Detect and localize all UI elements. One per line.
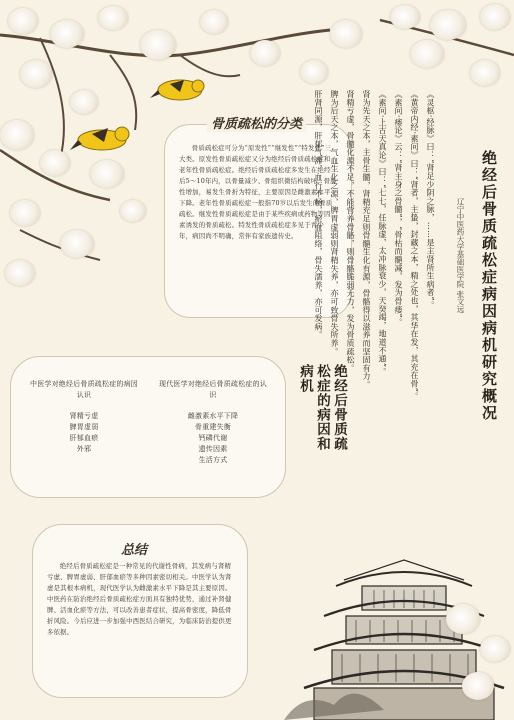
author-line: 辽宁中医药大学基础医学院 张文远 — [456, 198, 465, 313]
page-title: 绝经后骨质疏松症病因病机研究概况 — [480, 150, 498, 422]
oriole-bird-icon — [70, 118, 134, 160]
magnolia-flower — [50, 20, 84, 48]
intro-column: 《素问·上古天真论》曰：“七七，任脉虚，太冲脉衰少，天癸竭，地道不通”。 — [378, 90, 387, 376]
summary-card — [32, 524, 248, 698]
cause-item: 脾胃虚弱 — [69, 423, 99, 431]
classification-body: 骨质疏松症可分为“原发性”“继发性”“特发性”三大类。原发性骨质疏松症又分为绝经后骨质疏松症和老年性骨质疏松症。绝经后骨质疏松症多发生在绝经后5～10年内，以骨量减少、骨组织微结构破坏、骨脆性增加，易发生骨折为特征，主要原因是雌激素水平下降。老年性骨质疏松症一般指70岁以后发生的骨质疏松。继发性骨质疏松症是由于某些疾病或药物等因素诱发的骨质疏松。特发性骨质疏松症多见于青少年，病因尚不明确，常伴有家族遗传史。 — [179, 144, 337, 240]
intro-column: 肾精亏虚，骨髓化源不足，不能营养骨骼，则骨骼脆弱无力，发为骨质疏松。 — [346, 90, 355, 373]
intro-column: 肾为先天之本，主骨生髓，肾精充足则骨髓生化有源，骨骼得以滋养而坚固有力。 — [362, 90, 371, 389]
magnolia-flower — [250, 40, 280, 66]
magnolia-flower — [10, 200, 40, 226]
magnolia-flower — [390, 5, 420, 29]
magnolia-flower — [446, 604, 480, 634]
magnolia-flower — [5, 260, 35, 286]
intro-column: 肝肾同源，肝郁气滞，血行不畅，瘀血阻络，骨失濡养，亦可发病。 — [314, 90, 323, 339]
cause-item: 生活方式 — [198, 456, 228, 464]
intro-column: 脾为后天之本，气血生化之源，脾胃虚弱则肾精失养，亦可致骨失所养。 — [330, 90, 339, 356]
magnolia-flower — [200, 10, 228, 34]
cause-item: 雌激素水平下降 — [187, 412, 239, 420]
cause-item: 钙磷代谢 — [198, 434, 228, 442]
cause-item: 肾精亏虚 — [69, 412, 99, 420]
magnolia-flower — [410, 40, 444, 68]
magnolia-flower — [70, 90, 98, 114]
magnolia-flower — [98, 6, 128, 30]
section-title-causes: 绝经后骨质疏松症的病因和病机 — [297, 364, 347, 451]
cause-item: 骨重建失衡 — [195, 423, 231, 431]
oriole-bird-icon — [150, 70, 210, 110]
causes-left — [29, 379, 139, 455]
magnolia-flower — [40, 150, 70, 176]
summary-title: 总结 — [121, 543, 148, 558]
magnolia-flower — [462, 672, 494, 700]
magnolia-flower — [8, 8, 38, 34]
intro-column: 《素问·痿论》云：“肾主身之骨髓”，“骨枯而髓减，发为骨痿”。 — [394, 90, 403, 327]
magnolia-flower — [140, 30, 176, 60]
magnolia-flower — [480, 4, 510, 30]
cause-item: 肝郁血瘀 — [69, 434, 99, 442]
classification-title: 骨质疏松的分类 — [207, 113, 306, 132]
cause-item: 外邪 — [76, 445, 92, 453]
magnolia-flower — [20, 60, 52, 88]
magnolia-flower — [330, 20, 362, 48]
cause-item: 遗传因素 — [198, 445, 228, 453]
magnolia-flower — [480, 636, 510, 662]
causes-card — [10, 356, 286, 498]
magnolia-flower — [470, 60, 500, 86]
causes-right-header: 现代医学对绝经后骨质疏松症的认识 — [159, 380, 267, 399]
magnolia-flower — [300, 60, 328, 84]
summary-body: 绝经后骨质疏松症是一种常见的代谢性骨病，其发病与肾精亏虚、脾胃虚弱、肝郁血瘀等多种因素密切相关。中医学认为肾虚是其根本病机，现代医学认为雌激素水平下降是其主要原因。中医药在防治绝经后骨质疏松症方面具有独特优势，通过补肾健脾、活血化瘀等方法，可以改善患者症状，提高骨密度，降低骨折风险。今后应进一步加强中西医结合研究，为临床防治提供更多依据。 — [47, 562, 232, 636]
magnolia-flower — [90, 160, 124, 188]
magnolia-flower — [430, 10, 466, 40]
intro-column: 《黄帝内经·素问》曰：“肾者，主蛰，封藏之本，精之处也，其华在发，其充在骨”。 — [410, 90, 419, 401]
causes-right — [157, 379, 269, 466]
intro-column: 《灵枢·经脉》曰：“肾足少阴之脉，……是主肾所生病者”。 — [426, 90, 435, 310]
causes-left-header: 中医学对绝经后骨质疏松症的病因认识 — [30, 380, 138, 399]
magnolia-flower — [0, 120, 34, 150]
magnolia-flower — [60, 230, 94, 258]
magnolia-flower — [120, 200, 146, 222]
